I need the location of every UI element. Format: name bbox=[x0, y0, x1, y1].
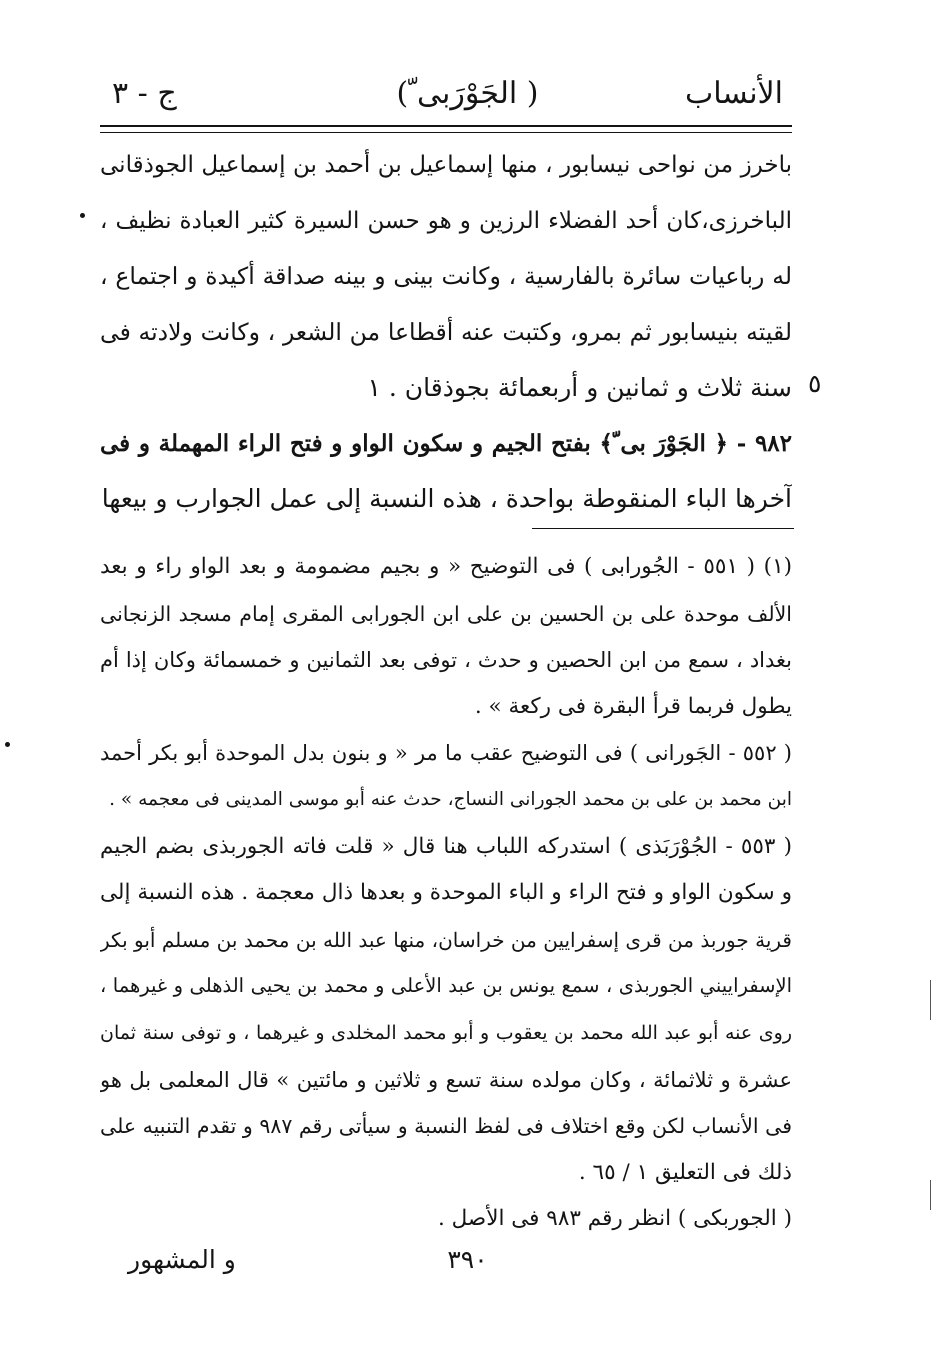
footnote-line: ابن محمد بن على بن محمد الجورانى النساج، حدث عنه أبو موسى المدينى فى معجمه » . bbox=[109, 788, 792, 810]
footnote-line: ( ٥٥٣ - الجُوْرَبَذى ) استدركه اللباب هنا قال « قلت فاته الجوربذى بضم الجيم bbox=[100, 833, 792, 859]
scan-speck bbox=[80, 213, 85, 218]
footnote-line: روى عنه أبو عبد الله محمد بن يعقوب و أبو محمد المخلدى و غيرهما ، و توفى سنة ثمان bbox=[100, 1021, 792, 1044]
page-number: ٣٩٠ bbox=[447, 1245, 488, 1274]
footnote-line: فى الأنساب لكن وقع اختلاف فى لفظ النسبة و سيأتى رقم ٩٨٧ و تقدم التنبيه على bbox=[100, 1114, 792, 1139]
header-rule-thick bbox=[100, 125, 792, 127]
text-line: لقيته بنيسابور ثم بمرو، وكتبت عنه أقطاعا من الشعر ، وكانت ولادته فى bbox=[100, 317, 792, 346]
footnotes bbox=[100, 544, 792, 1243]
scan-edge-mark bbox=[930, 1180, 931, 1210]
footnote-line: ( ٥٥٢ - الجَورانى ) فى التوضيح عقب ما مر « و بنون بدل الموحدة أبو بكر أحمد bbox=[100, 741, 792, 766]
footnote-line: يطول فربما قرأ البقرة فى ركعة » . bbox=[474, 693, 792, 719]
footnote-separator bbox=[532, 528, 794, 529]
text-line: له رباعيات سائرة بالفارسية ، وكانت بينى و بينه صداقة أكيدة و اجتماع ، bbox=[100, 262, 792, 290]
header-rule-thin bbox=[100, 132, 792, 133]
footnote-line: بغداد ، سمع من ابن الحصين و حدث ، توفى بعد الثمانين و خمسمائة وكان إذا أم bbox=[100, 648, 792, 673]
scan-edge-mark bbox=[930, 980, 931, 1020]
entry-heading-line: ٩٨٢ - ﴿ الجَوْرَ بى ّ﴾ بفتح الجيم و سكون الواو و فتح الراء المهملة و فى bbox=[100, 429, 792, 457]
page-footer bbox=[0, 1238, 935, 1282]
text-line: آخرها الباء المنقوطة بواحدة ، هذه النسبة إلى عمل الجوارب و بيعها bbox=[101, 484, 792, 513]
header-book-title: الأنساب bbox=[685, 76, 783, 111]
running-header bbox=[0, 72, 935, 122]
text-line: سنة ثلاث و ثمانين و أربعمائة بجوذقان . ١ bbox=[367, 373, 792, 402]
footnote-line: ( الجوربكى ) انظر رقم ٩٨٣ فى الأصل . bbox=[437, 1206, 792, 1232]
main-text bbox=[100, 138, 792, 527]
footnote-line: (١) ( ٥٥١ - الجُورابى ) فى التوضيح « و بجيم مضمومة و بعد الواو راء و بعد bbox=[100, 554, 792, 579]
text-line: باخرز من نواحى نيسابور ، منها إسماعيل بن أحمد بن إسماعيل الجوذقانى bbox=[100, 152, 792, 178]
footnote-line: و سكون الواو و فتح الراء و الباء الموحدة و بعدها ذال معجمة . هذه النسبة إلى bbox=[100, 880, 792, 906]
text-line: الباخرزى،كان أحد الفضلاء الرزين و هو حسن السيرة كثير العبادة نظيف ، bbox=[100, 207, 792, 234]
header-volume: ج - ٣ bbox=[112, 76, 177, 111]
footnote-line: عشرة و ثلاثمائة ، وكان مولده سنة تسع و ثلاثين و مائتين » قال المعلمى بل هو bbox=[100, 1067, 792, 1092]
catchword: و المشهور bbox=[128, 1245, 236, 1274]
footnote-line: الألف موحدة على بن الحسين بن على ابن الجورابى المقرى إمام مسجد الزنجانى bbox=[100, 601, 792, 626]
margin-line-number: ٥ bbox=[808, 369, 822, 398]
footnote-line: ذلك فى التعليق ١ / ٦٥ . bbox=[578, 1159, 792, 1185]
scan-speck bbox=[5, 742, 10, 747]
footnote-line: قرية جوربذ من قرى إسفرايين من خراسان، منها عبد الله بن محمد بن مسلم أبو بكر bbox=[100, 927, 792, 952]
footnote-line: الإسفراييني الجوربذى ، سمع يونس بن عبد الأعلى و محمد بن يحيى الذهلى و غيرهما ، bbox=[100, 974, 792, 998]
header-entry-title: ( الجَوْرَبى ّ) bbox=[396, 76, 539, 111]
